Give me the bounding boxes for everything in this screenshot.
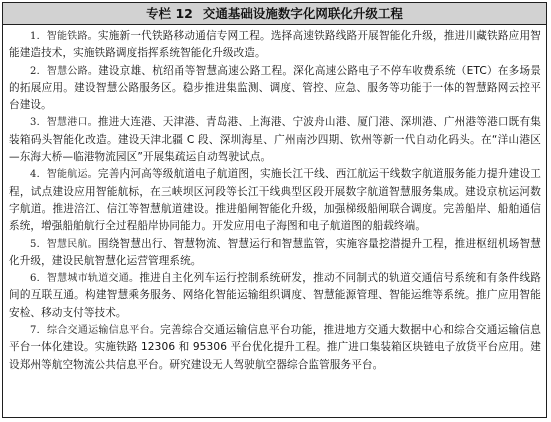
column-header xyxy=(3,3,546,25)
item-title: 1．智能铁路。 xyxy=(30,31,98,42)
column-box xyxy=(2,2,547,418)
item-text: 实施新一代铁路移动通信专网工程。选择高速铁路线路开展智能化升级，推进川藏铁路应用智能建造技术，实施铁路调度指挥系统智能化升级改造。 xyxy=(9,30,541,60)
item-title: 4．智能航运。 xyxy=(30,169,98,181)
item-smart-railway xyxy=(9,28,541,63)
item-smart-shipping xyxy=(9,166,541,235)
item-text: 完善内河高等级航道电子航道图，实施长江干线、西江航运干线数字航道服务能力提升建设工程，试点建设应用智能航标，在三峡坝区河段等长江干线典型区段开展数字航道智慧服务集成。建设京杭运河数字航道。推进涪江、信江等智慧航道建设。推进船闸智能化升级，加强梯级船闸联合调度。完善船岸、船舶通信系统，增强船舶航行全过程船岸协同能力。开发应用电子海图和电子航道图的船载终端。 xyxy=(9,168,541,233)
item-smart-aviation xyxy=(9,236,541,271)
item-transport-info-platform xyxy=(9,322,541,374)
item-text: 建设京雄、杭绍甬等智慧高速公路工程。深化高速公路电子不停车收费系统（ETC）在多场景的拓展应用。建设智慧公路服务区。稳步推进集监测、调度、管控、应急、服务等功能于一体的智慧路网云控平台建设。 xyxy=(9,64,542,112)
item-smart-highway xyxy=(9,63,541,115)
item-text: 完善综合交通运输信息平台功能，推进地方交通大数据中心和综合交通运输信息平台一体化建设。实施铁路 12306 和 95306 平台优化提升工程。推广进口集装箱区块链电子放货平台应用。建设郑州等航空物流公共信息平台。研究建设无人驾驶航空器综合监管服务平台。 xyxy=(9,324,541,371)
item-title: 3．智慧港口。 xyxy=(30,117,98,129)
item-title: 2．智慧公路。 xyxy=(30,65,99,77)
item-text: 推进自主化列车运行控制系统研发，推动不同制式的轨道交通信号系统和有条件线路间的互联互通。构建智慧乘务服务、网络化智能运输组织调度、智慧能源管理、智能运维等系统。推广应用智能安检、移动支付等技术。 xyxy=(9,272,541,319)
column-number: 专栏 12 xyxy=(146,6,193,21)
item-smart-port xyxy=(9,114,541,166)
item-title: 5．智慧民航。 xyxy=(30,238,98,250)
item-smart-urban-rail xyxy=(9,270,541,322)
item-title: 7．综合交通运输信息平台。 xyxy=(30,325,161,337)
column-content xyxy=(3,25,546,374)
column-title: 交通基础设施数字化网联化升级工程 xyxy=(202,6,403,21)
item-text: 围绕智慧出行、智慧物流、智慧运行和智慧监管，实施容量挖潜提升工程，推进枢纽机场智慧化升级，建设民航智慧化运营管理系统。 xyxy=(9,237,541,267)
item-text: 推进大连港、天津港、青岛港、上海港、宁波舟山港、厦门港、深圳港、广州港等港口既有集装箱码头智能化改造。建设天津北疆 C 段、深圳海星、广州南沙四期、钦州等新一代自动化码头。在“洋山港区—东海大桥—临港物流园区”开展集疏运自动驾驶试点。 xyxy=(9,116,541,164)
item-title: 6．智慧城市轨道交通。 xyxy=(30,273,140,285)
